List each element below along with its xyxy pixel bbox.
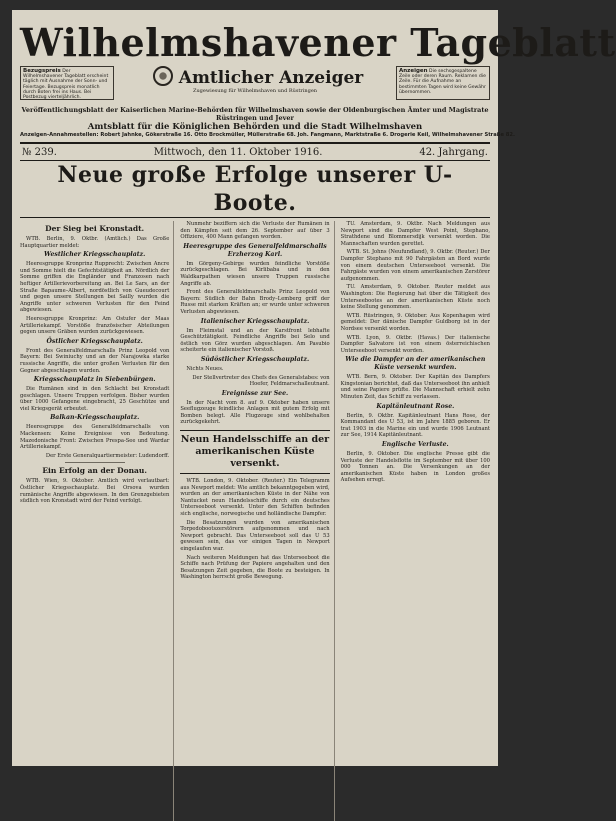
paragraph: WTB. Lyon, 9. Oktbr. (Havas.) Der italienische Dampfer Salvatore ist von einem österreichischen Unterseeboot versenkt worden. — [340, 334, 490, 354]
section-heading: Kapitänleutnant Rose. — [376, 402, 455, 410]
official-line-2: Amtsblatt für die Königlichen Behörden und die Stadt Wilhelmshaven — [87, 122, 423, 132]
article-columns — [20, 221, 490, 821]
paragraph: WTB. London, 9. Oktober. (Reuter.) Ein Telegramm aus Newport meldet: Wie amtlich bekanntgegeben wird, wurden an der amerikanischen Küste in der Nähe von Nantucket neun Handelsschiffe durch ein deutsches Unterseeboot versenkt. Unter den Schiffen befinden sich englische, norwegische und holländische Dampfer. — [180, 478, 330, 518]
ads-label: Anzeigen — [399, 68, 428, 74]
issue-year: 42. Jahrgang. — [419, 146, 488, 158]
section-heading: Balkan-Kriegsschauplatz. — [50, 414, 140, 422]
paragraph: Heeresgruppe des Generalfeldmarschalls von Mackensen: Keine Ereignisse von Bedeutung. Mazedonische Front: Zwischen Prespa-See und Wardar Artilleriekampf. — [20, 424, 170, 451]
article-heading: Der Sieg bei Kronstadt. — [45, 224, 145, 233]
paragraph: Nichts Neues. — [186, 365, 224, 372]
column-3 — [341, 221, 490, 821]
paragraph: WTB. Berlin, 9. Oktbr. (Amtlich.) Das Große Hauptquartier meldet: — [20, 236, 170, 249]
paragraph: Die Besatzungen wurden von amerikanischen Torpedobootszerstörern aufgenommen und nach Newport gebracht. Das Unterseeboot soll das U 53 gewesen sein, das vor einigen Tagen in Newport eingelaufen war. — [180, 519, 330, 552]
signature: Der Erste Generalquartiermeister: Ludendorff. — [45, 452, 170, 459]
paragraph: WTB. St. Johns (Neufundland), 9. Oktbr. (Reuter.) Der Dampfer Stephano mit 90 Fahrgästen an Bord wurde von einem deutschen Unterseeboot versenkt. Die Fahrgäste wurden von einem amerikanischen Zerstörer aufgenommen. — [340, 249, 490, 282]
masthead-subrow — [20, 66, 490, 104]
paragraph: Nunmehr beziffern sich die Verluste der Rumänen in den Kämpfen seit dem 26. September auf über 3 Offiziere, 400 Mann gefangen worden. — [180, 221, 330, 241]
newspaper-page — [12, 10, 616, 766]
section-heading: Östlicher Kriegsschauplatz. — [46, 337, 143, 345]
main-headline: Neue große Erfolge unserer U-Boote. — [20, 161, 490, 218]
column-2 — [180, 221, 334, 821]
section-heading: Ereignisse zur See. — [221, 389, 289, 397]
paragraph: WTB. Rüstringen, 9. Oktober. Aus Kopenhagen wird gemeldet: Der dänische Dampfer Guldborg ist in der Nordsee versenkt worden. — [340, 312, 490, 332]
issue-date: Mittwoch, den 11. Oktober 1916. — [153, 146, 323, 158]
ads-text: Die sechsgespaltene Zeile oder deren Raum. Reklamen die Zeile. Für die Aufnahme an bestimmten Tagen wird keine Gewähr übernommen. — [399, 69, 486, 95]
official-line-1: Veröffentlichungsblatt der Kaiserlichen Marine-Behörden für Wilhelmshaven sowie der Oldenburgischen Ämter und Magistrate Rüstringen und Jever — [21, 106, 489, 122]
subscription-box — [20, 66, 114, 100]
paragraph: Im Görgeny-Gebirge wurden feindliche Vorstöße zurückgeschlagen. Bei Kirlibaba und in den Waldkarpathen wiesen unsere Truppen russische Angriffe ab. — [180, 260, 330, 287]
anzeiger-tagline: Zugewiesung für Wilhelmshaven und Rüstringen — [192, 88, 318, 94]
anzeiger-text: Amtlicher Anzeiger — [178, 68, 364, 88]
paragraph: WTB. Wien, 9. Oktober. Amtlich wird verlautbart: Östlicher Kriegsschauplatz. Bei Orsova wurden rumänische Angriffe abgewiesen. In den Grenzgebieten südlich von Kronstadt wird der Feind verfolgt. — [20, 478, 170, 505]
anzeiger-title — [120, 66, 390, 88]
article-box-heading: Neun Handelsschiffe an der amerikanischen Küste versenkt. — [180, 430, 329, 474]
crest-icon — [153, 66, 173, 86]
section-heading: Heeresgruppe des Generalfeldmarschalls Erzherzog Karl. — [183, 242, 327, 258]
paragraph: Front des Generalfeldmarschalls Prinz Leopold von Bayern: Bei Swiniuchy und an der Narajowka starke russische Angriffe, die unter großen Verlusten für den Gegner abgeschlagen wurden. — [20, 347, 170, 374]
subscription-label: Bezugspreis — [23, 68, 61, 74]
section-heading: Wie die Dampfer an der amerikanischen Küste versenkt wurden. — [345, 356, 486, 372]
paragraph: Heeresgruppe Kronprinz: Am Ostufer der Maas Artilleriekampf. Vorstöße französischer Abteilungen gegen unsere Gräben wurden zurückgewiesen. — [20, 315, 170, 336]
paragraph: Im Fleimstal und an der Karstfront lebhafte Geschütztätigkeit. Feindliche Angriffe bei Selo und östlich von Görz wurden abgeschlagen. Am Pasubio scheiterte ein italienischer Vorstoß. — [180, 327, 330, 354]
column-1 — [20, 221, 174, 821]
paragraph: TU. Amsterdam, 9. Oktbr. Nach Meldungen aus Newport sind die Dampfer West Point, Stephano, Strathdene und Blommersdijk versenkt worden. Die Mannschaften wurden gerettet. — [340, 221, 490, 247]
ads-box — [396, 66, 490, 100]
paragraph: Front des Generalfeldmarschalls Prinz Leopold von Bayern: Südlich der Bahn Brody–Lemberg griff der Russe mit starken Kräften an; er wurde unter schweren Verlusten abgewiesen. — [180, 289, 330, 315]
paragraph: Berlin, 9. Oktbr. Kapitänleutnant Hans Rose, der Kommandant des U 53, ist im Jahre 1885 geboren. Er trat 1903 in die Marine ein und wurde 1906 Leutnant zur See, 1914 Kapitänleutnant. — [340, 412, 490, 439]
dateline — [20, 142, 490, 161]
section-heading: Kriegsschauplatz in Siebenbürgen. — [33, 376, 156, 384]
ad-acceptance-line: Anzeigen-Annahmestellen: Robert Jahnke, Gökerstraße 16. Otto Brockmüller, Müllerstraße 68. Joh. Fangmann, Marktstraße 6. Drogerie Keil, Wilhelmshavener Straße 82. — [20, 132, 515, 138]
article-heading: Ein Erfolg an der Donau. — [42, 466, 147, 476]
issue-number: № 239. — [22, 146, 57, 158]
subscription-text: Der Wilhelmshavener Tageblatt erscheint täglich mit Ausnahme der Sonn- und Feiertage. Bezugspreis monatlich durch Boten frei ins Haus. Bei Postbezug vierteljährlich. — [23, 69, 109, 101]
section-heading: Südöstlicher Kriegsschauplatz. — [200, 355, 310, 363]
paragraph: Berlin, 9. Oktober. Die englische Presse gibt die Verluste der Handelsflotte im September mit über 100 000 Tonnen an. Die Versenkungen an der amerikanischen Küste haben in London großes Aufsehen erregt. — [340, 451, 490, 484]
paragraph: Die Rumänen sind in den Schlacht bei Kronstadt geschlagen. Unsere Truppen verfolgen. Bisher wurden über 1000 Gefangene eingebracht, 25 Geschütze und viel Kriegsgerät erbeutet. — [20, 386, 170, 412]
paragraph: Nach weiteren Meldungen hat das Unterseeboot die Schiffe nach Prüfung der Papiere angehalten und den Besatzungen Zeit gegeben, die Boote zu besteigen. In Washington herrscht große Bewegung. — [180, 554, 330, 581]
signature: Der Stellvertreter des Chefs des Generalstabes: von Hoefer, Feldmarschalleutnant. — [192, 374, 330, 388]
section-heading: Englische Verluste. — [381, 441, 449, 449]
paragraph: TU. Amsterdam, 9. Oktober. Reuter meldet aus Washington: Die Regierung hat über die Tätigkeit des Unterseebootes an der amerikanischen Küste noch keine Stellung genommen. — [340, 284, 490, 311]
paragraph: WTB. Bern, 9. Oktober. Der Kapitän des Dampfers Kingstonian berichtet, daß das Unterseeboot ihn anhielt und seine Papiere prüfte. Die Mannschaft erhielt zehn Minuten Zeit, das Schiff zu verlassen. — [340, 374, 490, 401]
masthead-title: Wilhelmshavener Tageblatt — [20, 20, 616, 65]
paragraph: In der Nacht vom 8. auf 9. Oktober haben unsere Seeflugzeuge feindliche Anlagen mit gutem Erfolg mit Bomben belegt. Alle Flugzeuge sind wohlbehalten zurückgekehrt. — [180, 399, 330, 426]
anzeiger-block — [120, 66, 390, 95]
official-notice — [20, 106, 490, 132]
section-heading: Italienischer Kriegsschauplatz. — [200, 317, 310, 325]
paragraph: Heeresgruppe Kronprinz Rupprecht: Zwischen Ancre und Somme hielt die Gefechtstätigkeit an. Nördlich der Somme griffen die Engländer und Franzosen nach heftiger Artillerievorbereitung an. Bei Le Sars, an der Straße Bapaume–Albert, nordöstlich von Gueudecourt und gegen unsere Stellungen bei Sailly wurden die Angriffe unter schweren Verlusten für den Feind abgewiesen. — [20, 261, 170, 314]
divider — [65, 462, 125, 463]
section-heading: Westlicher Kriegsschauplatz. — [44, 251, 146, 259]
